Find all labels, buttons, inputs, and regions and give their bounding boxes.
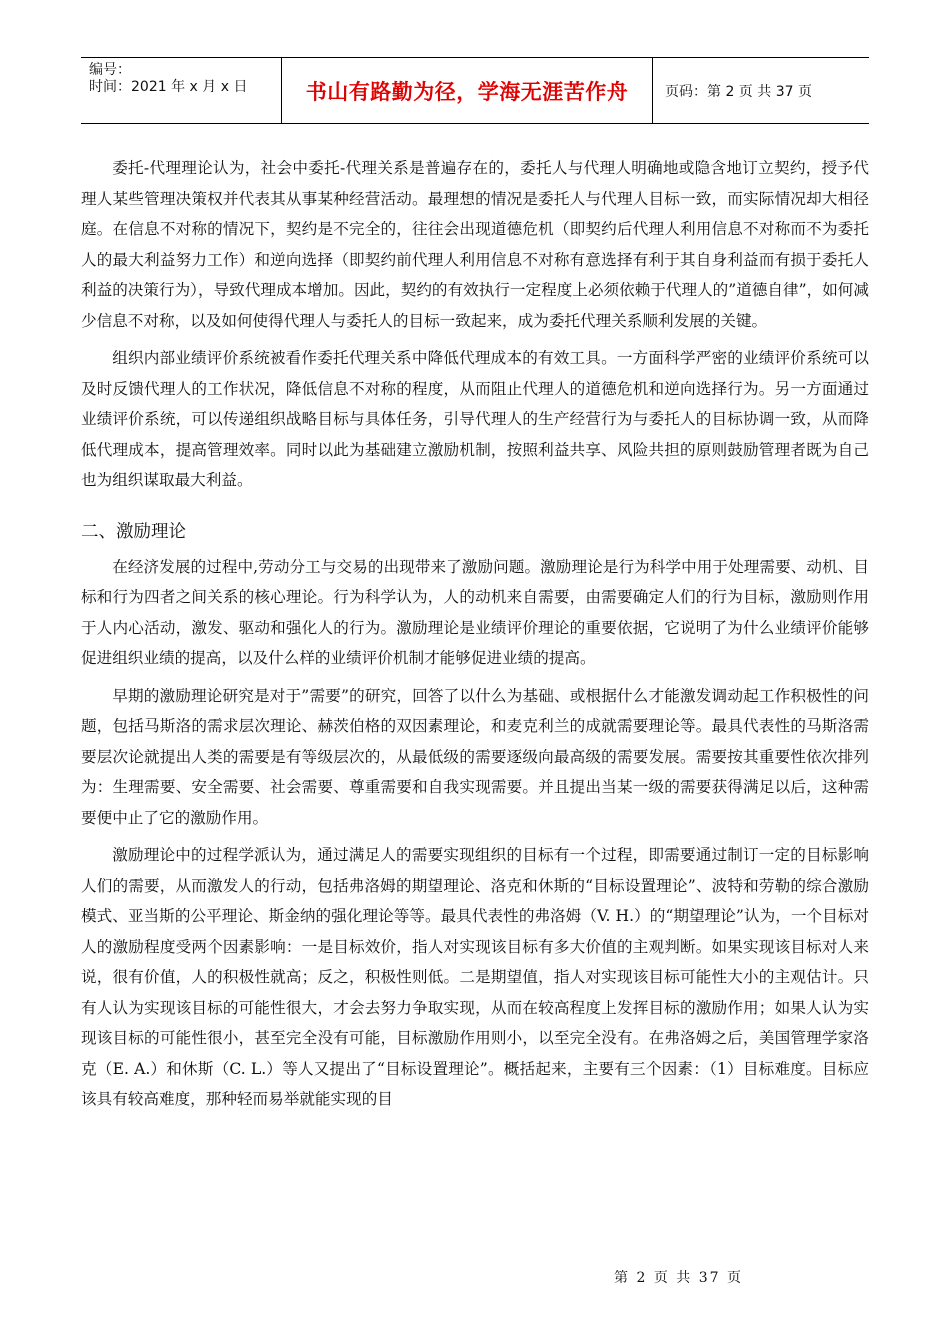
paragraph: 激励理论中的过程学派认为，通过满足人的需要实现组织的目标有一个过程，即需要通过制订一定的目标影响人们的需要，从而激发人的行动，包括弗洛姆的期望理论、洛克和休斯的“目标设置理论”、波特和劳勒的综合激励模式、亚当斯的公平理论、斯金纳的强化理论等等。最具代表性的弗洛姆（V. H.）的“期望理论”认为，一个目标对人的激励程度受两个因素影响：一是目标效价，指人对实现该目标有多大价值的主观判断。如果实现该目标对人来说，很有价值，人的积极性就高；反之，积极性则低。二是期望值，指人对实现该目标可能性大小的主观估计。只有人认为实现该目标的可能性很大，才会去努力争取实现，从而在较高程度上发挥目标的激励作用；如果人认为实现该目标的可能性很小，甚至完全没有可能，目标激励作用则小，以至完全没有。在弗洛姆之后，美国管理学家洛克（E. A.）和休斯（C. L.）等人又提出了“目标设置理论”。概括起来，主要有三个因素：（1）目标难度。目标应该具有较高难度，那种轻而易举就能实现的目 xyxy=(81,846,869,1108)
document-number-label: 编号： xyxy=(89,62,131,78)
header-motto: 书山有路勤为径，学海无涯苦作舟 xyxy=(282,58,653,123)
header-meta xyxy=(81,58,282,123)
page-footer: 第 2 页 共 37 页 xyxy=(614,1270,743,1286)
document-body xyxy=(81,153,869,1115)
paragraph: 在经济发展的过程中,劳动分工与交易的出现带来了激励问题。激励理论是行为科学中用于处理需要、动机、目标和行为四者之间关系的核心理论。行为科学认为，人的动机来自需要，由需要确定人们的行为目标，激励则作用于人内心活动，激发、驱动和强化人的行为。激励理论是业绩评价理论的重要依据，它说明了为什么业绩评价能够促进组织业绩的提高，以及什么样的业绩评价机制才能够促进业绩的提高。 xyxy=(81,557,869,667)
paragraph: 组织内部业绩评价系统被看作委托代理关系中降低代理成本的有效工具。一方面科学严密的业绩评价系统可以及时反馈代理人的工作状况，降低信息不对称的程度，从而阻止代理人的道德危机和逆向选择行为。另一方面通过业绩评价系统，可以传递组织战略目标与具体任务，引导代理人的生产经营行为与委托人的目标协调一致，从而降低代理成本，提高管理效率。同时以此为基础建立激励机制，按照利益共享、风险共担的原则鼓励管理者既为自己也为组织谋取最大利益。 xyxy=(81,349,869,489)
header-page-indicator: 页码：第 2 页 共 37 页 xyxy=(665,83,812,100)
section-heading: 二、激励理论 xyxy=(81,521,186,542)
paragraph: 早期的激励理论研究是对于”需要”的研究，回答了以什么为基础、或根据什么才能激发调动起工作积极性的问题，包括马斯洛的需求层次理论、赫茨伯格的双因素理论，和麦克利兰的成就需要理论等。最具代表性的马斯洛需要层次论就提出人类的需要是有等级层次的，从最低级的需要逐级向最高级的需要发展。需要按其重要性依次排列为：生理需要、安全需要、社会需要、尊重需要和自我实现需要。并且提出当某一级的需要获得满足以后，这种需要便中止了它的激励作用。 xyxy=(81,686,869,827)
page-header xyxy=(81,57,869,124)
paragraph: 委托-代理理论认为，社会中委托-代理关系是普遍存在的，委托人与代理人明确地或隐含地订立契约，授予代理人某些管理决策权并代表其从事某种经营活动。最理想的情况是委托人与代理人目标一致，而实际情况却大相径庭。在信息不对称的情况下，契约是不完全的，往往会出现道德危机（即契约后代理人利用信息不对称而不为委托人的最大利益努力工作）和逆向选择（即契约前代理人利用信息不对称有意选择有利于其自身利益而有损于委托人利益的决策行为），导致代理成本增加。因此，契约的有效执行一定程度上必须依赖于代理人的”道德自律”，如何减少信息不对称，以及如何使得代理人与委托人的目标一致起来，成为委托代理关系顺利发展的关键。 xyxy=(81,159,869,330)
document-date: 时间：2021 年 x 月 x 日 xyxy=(89,79,248,95)
